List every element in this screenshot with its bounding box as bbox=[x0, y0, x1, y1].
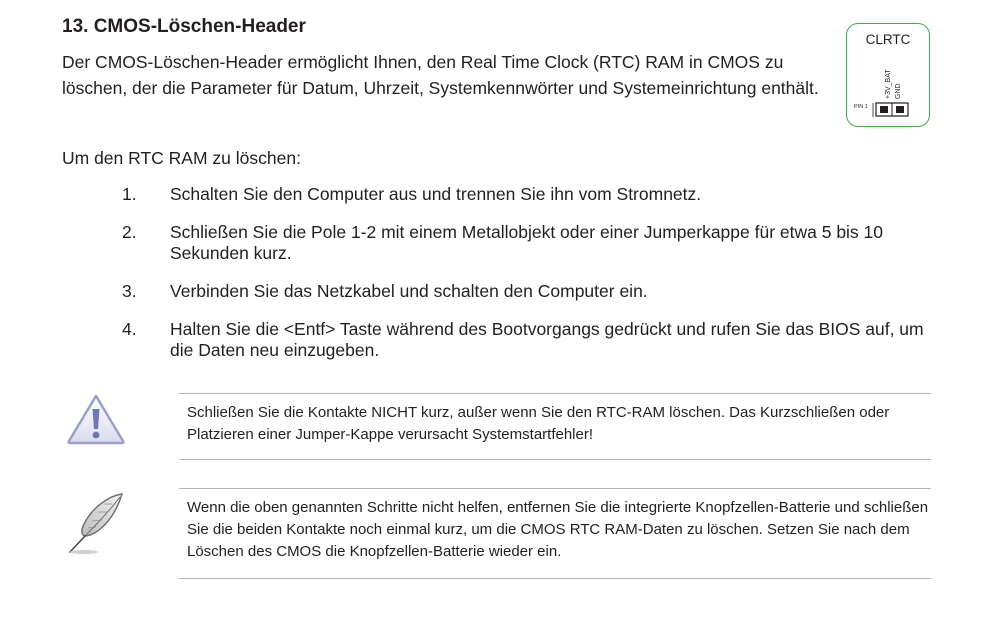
section-heading: 13. CMOS-Löschen-Header bbox=[62, 16, 306, 37]
intro-paragraph: Der CMOS-Löschen-Header ermöglicht Ihnen, den Real Time Clock (RTC) RAM in CMOS zu löschen, der die Parameter für Datum, Uhrzeit, Systemkennwörter und Systemeinrichtung enthält. bbox=[62, 52, 819, 98]
warning-triangle-icon bbox=[66, 393, 126, 445]
steps-list bbox=[62, 184, 942, 378]
pin1-marker: PIN 1 bbox=[854, 104, 868, 110]
step-number: 2. bbox=[122, 222, 137, 242]
step-number: 3. bbox=[122, 281, 137, 301]
list-item bbox=[62, 319, 942, 361]
step-text: Halten Sie die <Entf> Taste während des Bootvorgangs gedrückt und rufen Sie das BIOS auf, um die Daten neu einzugeben. bbox=[170, 319, 924, 360]
warning-text: Schließen Sie die Kontakte NICHT kurz, außer wenn Sie den RTC-RAM löschen. Das Kurzschließen oder Platzieren einer Jumper-Kappe verursacht Systemstartfehler! bbox=[187, 404, 890, 443]
list-item bbox=[62, 281, 942, 302]
list-item bbox=[62, 184, 942, 205]
connector-title: CLRTC bbox=[865, 32, 911, 47]
warning-note bbox=[179, 393, 931, 460]
tip-text: Wenn die oben genannten Schritte nicht helfen, entfernen Sie die integrierte Knopfzellen-Batterie und schließen Sie die beiden Kontakte noch einmal kurz, um die CMOS RTC RAM-Daten zu löschen. Setzen Sie nach dem Löschen des CMOS die Knopfzellen-Batterie wieder ein. bbox=[187, 499, 929, 560]
clrtc-connector-diagram bbox=[846, 23, 930, 127]
step-text: Schalten Sie den Computer aus und trennen Sie ihn vom Stromnetz. bbox=[170, 184, 702, 204]
step-number: 1. bbox=[122, 184, 137, 204]
step-text: Schließen Sie die Pole 1-2 mit einem Metallobjekt oder einer Jumperkappe für etwa 5 bis 10 Sekunden kurz. bbox=[170, 222, 884, 263]
jumper-header-icon bbox=[847, 24, 931, 128]
feather-quill-icon bbox=[64, 490, 130, 556]
pin1-label: +3V_BAT bbox=[885, 69, 892, 99]
tip-note bbox=[179, 488, 931, 579]
list-item bbox=[62, 222, 942, 264]
step-number: 4. bbox=[122, 319, 137, 339]
step-text: Verbinden Sie das Netzkabel und schalten den Computer ein. bbox=[170, 281, 648, 301]
steps-lead-text: Um den RTC RAM zu löschen: bbox=[62, 148, 301, 168]
pin2-label: GND bbox=[895, 83, 902, 99]
